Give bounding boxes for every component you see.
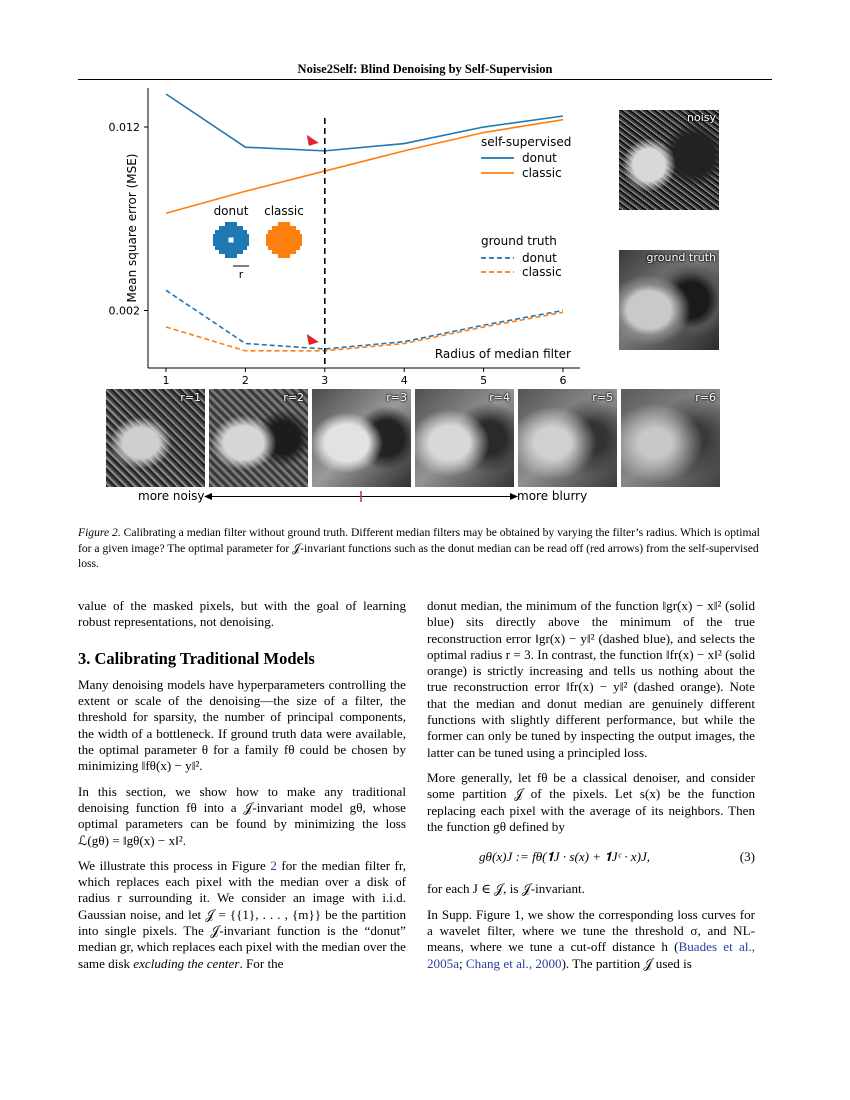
y-axis-label: Mean square error (MSE) (125, 153, 139, 303)
right-p4-part-b: ). The partition 𝒥 used is (561, 955, 692, 971)
left-p3-emphasis: excluding the center (133, 955, 240, 971)
red-arrow-self-supervised (307, 135, 319, 146)
left-paragraph-2: In this section, we show how to make any traditional denoising function fθ into a 𝒥-invariant model gθ, whose optimal parameters can be found by minimizing the loss ℒ(gθ) = ‖gθ(x) − x‖². (78, 783, 406, 848)
x-tick-label: 1 (162, 374, 170, 387)
x-tick-label: 3 (321, 374, 329, 387)
strip-label-r5: r=5 (592, 391, 613, 404)
donut-disk-icon (213, 222, 249, 258)
left-p3-part-b: for the median filter fr, which replaces each pixel with the median over a disk of radius r surrounding it. We consider an image with i.i.d. Gaussian noise, and let 𝒥 = {{1}, . . . , {m}} be the partition into single pixels. The 𝒥-invariant function is the “donut” median gr, which replaces each pixel with the median over the same disk (78, 857, 407, 971)
series-line-ground-truth-donut (166, 290, 563, 349)
strip-label-r4: r=4 (489, 391, 510, 404)
y-tick-label: 0.002 (108, 304, 140, 318)
series-line-ground-truth-classic (166, 312, 563, 351)
running-head: Noise2Self: Blind Denoising by Self-Supervision (297, 62, 553, 76)
left-paragraph-0: value of the masked pixels, but with the goal of learning robust representations, not denoising. (78, 598, 406, 630)
legend-label-classic: classic (522, 166, 562, 180)
legend-label-gt-donut: donut (522, 251, 557, 265)
filtered-image-r4 (415, 389, 514, 487)
legend-self-supervised-title: self-supervised (481, 135, 572, 149)
noise-blur-axis (0, 488, 850, 508)
inset-donut-label: donut (213, 204, 249, 218)
legend-label-donut: donut (522, 151, 557, 165)
filtered-image-r5 (518, 389, 617, 487)
inset-classic-label: classic (264, 204, 304, 218)
filtered-image-r3 (312, 389, 411, 487)
y-tick-label: 0.012 (108, 121, 140, 135)
right-paragraph-3: for each J ∈ 𝒥, is 𝒥-invariant. (427, 881, 585, 897)
ground-truth-thumbnail (619, 250, 719, 350)
left-paragraph-1: Many denoising models have hyperparameters controlling the extent or scale of the denoising—the size of a filter, the threshold for sparsity, the number of principal components, the width of a bottleneck. If ground truth data were available, the optimal parameter θ for a family fθ could be chosen by minimizing ‖fθ(x) − y‖². (78, 676, 406, 774)
x-tick-label: 6 (559, 374, 567, 387)
red-arrow-ground-truth (307, 334, 319, 345)
left-column (78, 598, 406, 981)
legend-label-gt-classic: classic (522, 265, 562, 279)
filtered-image-r2 (209, 389, 308, 487)
classic-disk-icon-shape (266, 222, 302, 258)
right-column (427, 598, 755, 981)
left-p3-part-a: We illustrate this process in Figure (78, 857, 271, 873)
right-p4-part-a: In Supp. Figure 1, we show the corresponding loss curves for a wavelet filter, where we tune the threshold σ, and NL-means, where we tune a cut-off distance h ( (427, 906, 755, 955)
ground-truth-label: ground truth (646, 251, 716, 264)
caption-text: Calibrating a median filter without ground truth. Different median filters may be obtained by varying the filter’s radius. Which is optimal for a given image? The optimal parameter for 𝒥-invariant functions such as the donut median can be read off (red arrows) from the self-supervised loss. (78, 526, 760, 570)
x-tick-label: 2 (241, 374, 249, 387)
filtered-image-r1 (106, 389, 205, 487)
x-axis-label: Radius of median filter (434, 347, 571, 361)
citation-buades[interactable]: Buades et al., 2005a (427, 939, 756, 971)
mse-chart (0, 80, 850, 390)
left-paragraph-3 (78, 858, 406, 972)
right-paragraph-4 (427, 907, 755, 972)
strip-label-r2: r=2 (283, 391, 304, 404)
more-noisy-label: more noisy (138, 489, 205, 503)
x-tick-label: 5 (480, 374, 488, 387)
strip-label-r3: r=3 (386, 391, 407, 404)
radius-label: r (238, 268, 244, 281)
right-paragraph-1: donut median, the minimum of the function ‖gr(x) − x‖² (solid blue) sits directly above the minimum of the true reconstruction error ‖gr(x) − y‖² (dashed blue), and selects the optimal radius r = 3. In contrast, the function ‖fr(x) − x‖² (solid orange) is strictly increasing and tells us nothing about the true reconstruction error ‖fr(x) − y‖² (dashed orange). Note that the median and donut median are genuinely different functions with slightly different performance, but while the former can only be tuned by inspecting the output images, the latter can be tuned using a principled loss. (427, 598, 755, 760)
figure-caption (78, 525, 772, 572)
figure-ref-link[interactable]: 2 (270, 857, 277, 873)
noisy-thumbnail (619, 110, 719, 210)
classic-disk-icon (266, 222, 302, 258)
section-heading: 3. Calibrating Traditional Models (78, 648, 315, 668)
equation-number: (3) (739, 849, 755, 865)
right-paragraph-2: More generally, let fθ be a classical denoiser, and consider some partition 𝒥 of the pixels. Let s(x) be the function replacing each pixel with the average of its neighbors. Then the function gθ defined by (427, 769, 755, 834)
strip-label-r1: r=1 (180, 391, 201, 404)
citation-separator: ; (459, 955, 466, 971)
legend-ground-truth-title: ground truth (481, 234, 557, 248)
donut-disk-icon-center-hole (229, 238, 234, 243)
x-tick-label: 4 (400, 374, 408, 387)
left-p3-part-c: . For the (239, 955, 284, 971)
equation-body: gθ(x)J := fθ(𝟏J · s(x) + 𝟏Jᶜ · x)J, (479, 849, 651, 865)
noisy-label: noisy (687, 111, 716, 124)
more-blurry-label: more blurry (517, 489, 588, 503)
citation-chang[interactable]: Chang et al., 2000 (465, 955, 562, 971)
equation-3 (427, 849, 755, 865)
filtered-image-r6 (621, 389, 720, 487)
strip-label-r6: r=6 (695, 391, 716, 404)
caption-lead: Figure 2. (78, 526, 121, 539)
